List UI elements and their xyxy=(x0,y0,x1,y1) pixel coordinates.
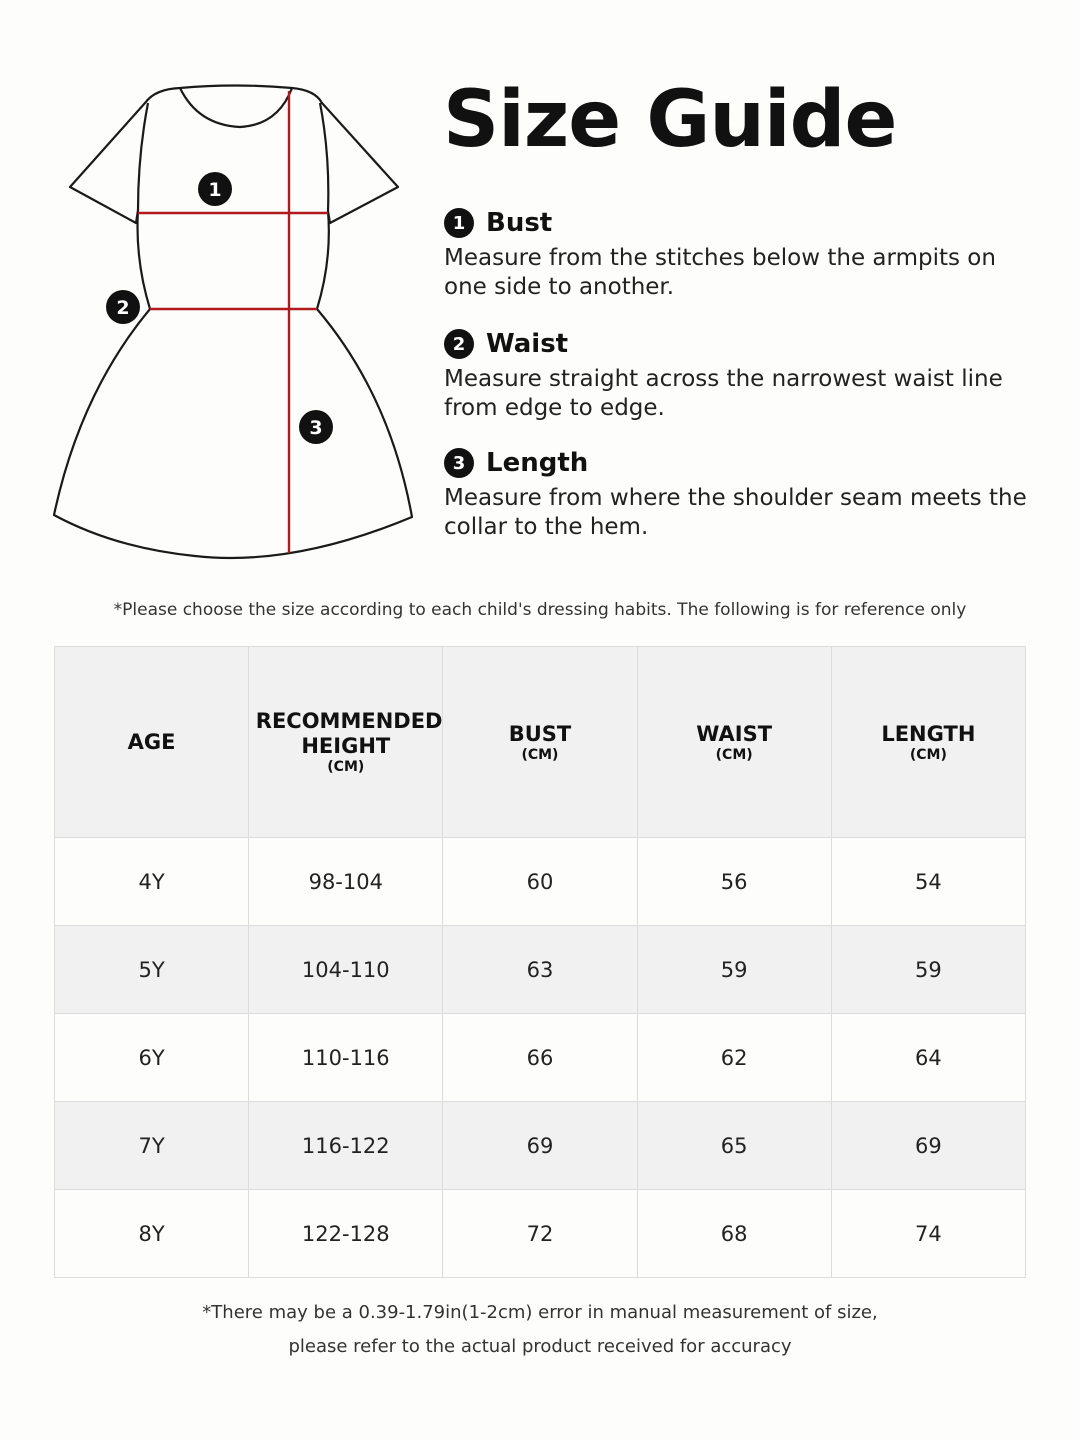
measurement-error-note-line-1: *There may be a 0.39-1.79in(1-2cm) error in manual measurement of size, xyxy=(202,1302,878,1323)
header-length-label: LENGTH xyxy=(881,721,976,746)
header-waist xyxy=(637,647,831,838)
cell-age: 6Y xyxy=(55,1014,249,1102)
section-length-header xyxy=(444,446,1044,480)
table-row xyxy=(55,1102,1026,1190)
header-height-unit: (CM) xyxy=(327,759,365,775)
reference-note: *Please choose the size according to each child's dressing habits. The following is for reference only xyxy=(113,600,967,620)
cell-waist: 62 xyxy=(637,1014,831,1102)
cell-waist: 68 xyxy=(637,1190,831,1278)
cell-height: 104-110 xyxy=(249,926,443,1014)
marker-length xyxy=(299,410,333,444)
waist-number-badge: 2 xyxy=(444,329,474,359)
length-description: Measure from where the shoulder seam meets the collar to the hem. xyxy=(444,485,1027,540)
section-bust-header xyxy=(444,206,1044,240)
waist-description: Measure straight across the narrowest waist line from edge to edge. xyxy=(444,366,1003,421)
cell-bust: 63 xyxy=(443,926,637,1014)
header-length xyxy=(831,647,1025,838)
header-waist-unit: (CM) xyxy=(715,746,753,763)
cell-height: 110-116 xyxy=(249,1014,443,1102)
cell-height: 98-104 xyxy=(249,838,443,926)
header-height-label: RECOMMENDED HEIGHT xyxy=(255,709,443,758)
section-bust xyxy=(444,206,1044,302)
header-waist-label: WAIST xyxy=(696,721,773,746)
marker-bust-number: 1 xyxy=(208,179,222,201)
cell-bust: 72 xyxy=(443,1190,637,1278)
bust-title: Bust xyxy=(486,208,553,238)
marker-waist xyxy=(106,290,140,324)
measurement-error-note xyxy=(0,1296,1080,1364)
cell-length: 59 xyxy=(831,926,1025,1014)
cell-height: 122-128 xyxy=(249,1190,443,1278)
marker-waist-number: 2 xyxy=(116,297,130,319)
cell-waist: 65 xyxy=(637,1102,831,1190)
header-bust-unit: (CM) xyxy=(521,746,559,763)
length-number-badge: 3 xyxy=(444,448,474,478)
sleeve-seam-left xyxy=(138,103,148,210)
cell-length: 74 xyxy=(831,1190,1025,1278)
cell-bust: 69 xyxy=(443,1102,637,1190)
header-age-label: AGE xyxy=(127,729,176,754)
cell-age: 4Y xyxy=(55,838,249,926)
cell-length: 64 xyxy=(831,1014,1025,1102)
waist-title: Waist xyxy=(486,329,569,359)
bust-number-badge: 1 xyxy=(444,208,474,238)
dress-diagram xyxy=(40,75,440,575)
header-bust xyxy=(443,647,637,838)
measurement-error-note-line-2: please refer to the actual product received for accuracy xyxy=(288,1336,792,1357)
section-length xyxy=(444,446,1044,542)
table-row xyxy=(55,1190,1026,1278)
dress-outline xyxy=(54,86,412,558)
page-title: Size Guide xyxy=(443,75,897,165)
cell-waist: 59 xyxy=(637,926,831,1014)
header-length-unit: (CM) xyxy=(909,746,947,763)
cell-length: 69 xyxy=(831,1102,1025,1190)
header-age xyxy=(55,647,249,838)
section-waist xyxy=(444,327,1044,423)
table-row xyxy=(55,1014,1026,1102)
cell-length: 54 xyxy=(831,838,1025,926)
cell-bust: 60 xyxy=(443,838,637,926)
marker-length-number: 3 xyxy=(309,417,323,439)
length-title: Length xyxy=(486,448,589,478)
bust-description: Measure from the stitches below the armpits on one side to another. xyxy=(444,245,996,300)
table-header-row xyxy=(55,647,1026,838)
cell-waist: 56 xyxy=(637,838,831,926)
sleeve-seam-right xyxy=(320,103,328,211)
collar-line xyxy=(180,88,292,127)
table-row xyxy=(55,838,1026,926)
cell-bust: 66 xyxy=(443,1014,637,1102)
table-row xyxy=(55,926,1026,1014)
cell-age: 7Y xyxy=(55,1102,249,1190)
cell-age: 8Y xyxy=(55,1190,249,1278)
marker-bust xyxy=(198,172,232,206)
cell-height: 116-122 xyxy=(249,1102,443,1190)
section-waist-header xyxy=(444,327,1044,361)
header-height xyxy=(249,647,443,838)
size-table xyxy=(54,646,1026,1278)
cell-age: 5Y xyxy=(55,926,249,1014)
header-bust-label: BUST xyxy=(508,721,572,746)
